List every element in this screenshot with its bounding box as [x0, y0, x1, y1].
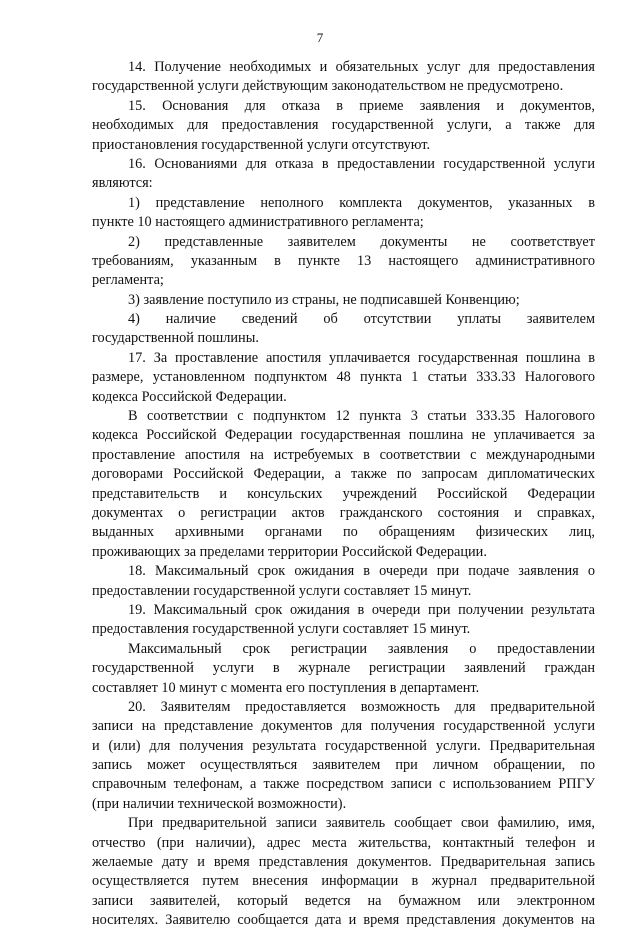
- paragraph: [92, 814, 595, 930]
- text-line: размере, установленном подпунктом 48 пункта 1 статьи 333.33 Налогового: [92, 369, 595, 386]
- text-line: предоставлении государственной услуги составляет 15 минут.: [92, 582, 472, 599]
- text-line: осуществляется путем внесения информации в журнал предварительной: [92, 873, 595, 890]
- text-line: Максимальный срок регистрации заявления о предоставлении: [128, 640, 595, 657]
- text-line: 18. Максимальный срок ожидания в очереди при подаче заявления о: [128, 563, 595, 580]
- text-line: предоставления государственной услуги составляет 15 минут.: [92, 621, 471, 638]
- text-line: требованиям, указанным в пункте 13 настоящего административного: [92, 252, 595, 269]
- text-line: регламента;: [92, 272, 164, 289]
- text-line: и (или) для получения результата государственной услуги. Предварительная: [92, 737, 595, 754]
- text-line: 4) наличие сведений об отсутствии уплаты заявителем: [128, 311, 595, 328]
- page-number: 7: [316, 30, 324, 45]
- text-line: пункте 10 настоящего административного регламента;: [92, 214, 424, 231]
- text-line: 19. Максимальный срок ожидания в очереди при получении результата: [128, 601, 595, 618]
- text-line: государственной услуги в журнале регистрации заявлений граждан: [92, 660, 595, 677]
- text-line: (при наличии технической возможности).: [92, 795, 347, 812]
- text-line: кодекса Российской Федерации государственная пошлина не уплачивается за: [92, 427, 595, 444]
- text-line: являются:: [92, 175, 153, 192]
- text-line: записи на представление документов для получения государственной услуги: [92, 718, 595, 735]
- paragraph: [92, 233, 595, 291]
- text-line: выданных архивными органами по обращениям физических лиц,: [92, 524, 595, 541]
- paragraph: [92, 562, 595, 601]
- text-line: В соответствии с подпунктом 12 пункта 3 статьи 333.35 Налогового: [128, 408, 595, 425]
- paragraph: [92, 310, 595, 349]
- paragraph: [92, 58, 595, 97]
- text-line: справочным телефонам, а также посредством записи с использованием РПГУ: [92, 776, 595, 793]
- paragraph: [92, 698, 595, 814]
- text-line: отчество (при наличии), адрес места жительства, контактный телефон и: [92, 834, 595, 851]
- text-line: 15. Основания для отказа в приеме заявления и документов,: [128, 97, 595, 114]
- paragraph: [92, 155, 595, 194]
- paragraph: [92, 291, 595, 310]
- text-line: документах о регистрации актов гражданского состояния и справках,: [92, 504, 595, 521]
- text-line: 3) заявление поступило из страны, не подписавшей Конвенцию;: [128, 291, 520, 308]
- text-line: записи заявителей, который ведется на бумажном или электронном: [92, 892, 595, 909]
- text-line: представительств и консульских учреждений Российской Федерации: [92, 485, 595, 502]
- text-line: государственной пошлины.: [92, 330, 259, 347]
- document-body: [92, 58, 595, 931]
- text-line: государственной услуги действующим законодательством не предусмотрено.: [92, 78, 564, 95]
- text-line: желаемые дату и время представления документов. Предварительная запись: [92, 854, 595, 871]
- text-line: 16. Основаниями для отказа в предоставлении государственной услуги: [128, 155, 595, 172]
- paragraph: [92, 349, 595, 407]
- text-line: необходимых для предоставления государственной услуги, а также для: [92, 117, 595, 134]
- paragraph: [92, 640, 595, 698]
- text-line: проставление апостиля на истребуемых в соответствии с международными: [92, 446, 595, 463]
- text-line: приостановления государственной услуги отсутствуют.: [92, 136, 431, 153]
- paragraph: [92, 407, 595, 562]
- text-line: 1) представление неполного комплекта документов, указанных в: [128, 194, 595, 211]
- text-line: запись может осуществляться заявителем при личном обращении, по: [92, 757, 595, 774]
- paragraph: [92, 97, 595, 155]
- text-line: договорами Российской Федерации, а также по запросам дипломатических: [92, 466, 595, 483]
- text-line: 14. Получение необходимых и обязательных услуг для предоставления: [128, 59, 595, 75]
- text-line: 2) представленные заявителем документы не соответствует: [128, 233, 595, 250]
- text-line: составляет 10 минут с момента его поступления в департамент.: [92, 679, 480, 696]
- text-line: проживающих за пределами территории Российской Федерации.: [92, 543, 487, 560]
- text-line: При предварительной записи заявитель сообщает свои фамилию, имя,: [128, 815, 595, 832]
- text-line: 17. За проставление апостиля уплачивается государственная пошлина в: [128, 349, 595, 366]
- paragraph: [92, 194, 595, 233]
- paragraph: [92, 601, 595, 640]
- text-line: кодекса Российской Федерации.: [92, 388, 287, 405]
- text-line: носителях. Заявителю сообщается дата и время представления документов на: [92, 912, 595, 929]
- text-line: 20. Заявителям предоставляется возможность для предварительной: [128, 698, 595, 715]
